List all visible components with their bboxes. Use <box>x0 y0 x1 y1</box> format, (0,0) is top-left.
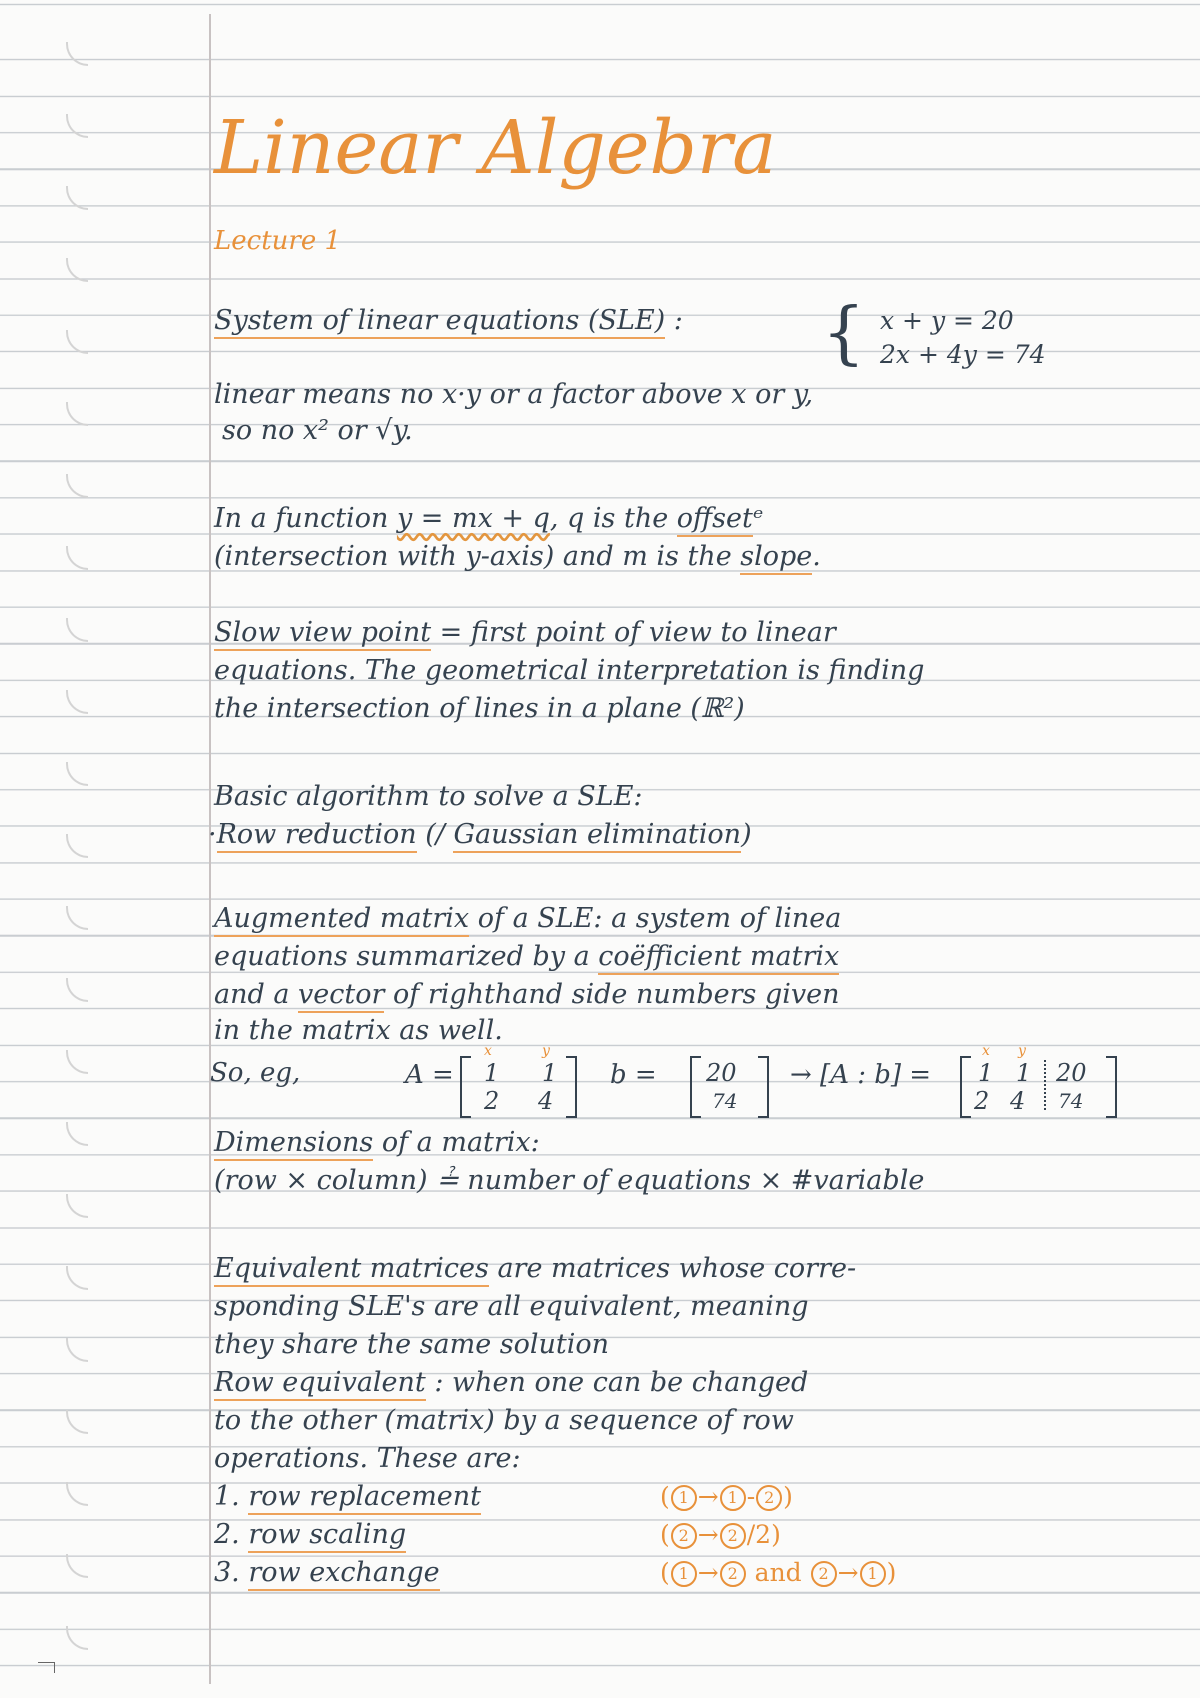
binder-hole <box>66 1482 88 1506</box>
vector-b: 20 74 <box>690 1056 770 1116</box>
operation-row-scaling: 2. row scaling <box>214 1518 406 1552</box>
augmented-matrix: 1 1 20 2 4 74 <box>960 1056 1118 1116</box>
operation-scaling-example: ( 2 → 2 /2) <box>660 1520 781 1549</box>
equation-1: x + y = 20 <box>880 306 1014 335</box>
x-annotation-augmented: x <box>982 1043 990 1059</box>
example-label: So, eg, <box>210 1058 301 1088</box>
slow-viewpoint-line-1: Slow view point = first point of view to linear <box>214 616 836 650</box>
equivalent-line-2: sponding SLE's are all equivalent, meaning <box>214 1291 809 1322</box>
binder-hole <box>66 978 88 1002</box>
binder-hole <box>66 474 88 498</box>
equation-2: 2x + 4y = 74 <box>880 340 1046 369</box>
augmented-line-3: and a vector of righthand side numbers given <box>214 978 840 1012</box>
row-equivalent-line-3: operations. These are: <box>214 1443 521 1474</box>
binder-hole <box>66 186 88 210</box>
binder-hole <box>66 1554 88 1578</box>
row-equivalent-line-1: Row equivalent : when one can be changed <box>214 1366 808 1400</box>
page-title: Linear Algebra <box>214 105 777 191</box>
binder-hole <box>66 42 88 66</box>
algorithm-item: ·Row reduction (/ Gaussian elimination) <box>208 818 752 852</box>
vector-b-label: b = <box>610 1060 657 1090</box>
function-line-2: (intersection with y-axis) and m is the slope. <box>214 540 821 574</box>
dimensions-heading: Dimensions of a matrix: <box>214 1126 540 1160</box>
equivalent-line-3: they share the same solution <box>214 1329 610 1360</box>
binder-hole <box>66 618 88 642</box>
binder-hole <box>66 1338 88 1362</box>
linear-definition-line-2: so no x² or √y. <box>222 415 413 446</box>
system-brace: { <box>822 294 866 373</box>
binder-hole <box>66 906 88 930</box>
binder-hole <box>66 1194 88 1218</box>
slow-viewpoint-line-3: the intersection of lines in a plane (ℝ²) <box>214 693 745 724</box>
matrix-a: 1 1 2 4 <box>460 1056 578 1116</box>
operation-row-exchange: 3. row exchange <box>214 1556 440 1590</box>
binder-hole <box>66 330 88 354</box>
binder-hole <box>66 834 88 858</box>
binder-hole <box>66 402 88 426</box>
binder-hole <box>66 1266 88 1290</box>
binder-hole <box>66 690 88 714</box>
y-annotation: y <box>542 1043 550 1059</box>
operation-exchange-example: ( 1 → 2 and 2 → 1 ) <box>660 1558 897 1587</box>
function-line-1: In a function y = mx + q, q is the offsetᵉ <box>214 502 763 536</box>
binder-hole <box>66 1122 88 1146</box>
binder-hole <box>66 114 88 138</box>
augmented-line-1: Augmented matrix of a SLE: a system of linea <box>214 902 841 936</box>
row-equivalent-line-2: to the other (matrix) by a sequence of row <box>214 1405 794 1436</box>
linear-definition-line-1: linear means no x·y or a factor above x or y, <box>214 379 814 410</box>
augmented-label: → [A : b] = <box>790 1060 932 1090</box>
slow-viewpoint-line-2: equations. The geometrical interpretation is finding <box>214 655 925 686</box>
augmented-line-4: in the matrix as well. <box>214 1015 503 1046</box>
y-annotation-augmented: y <box>1018 1043 1026 1059</box>
binder-hole <box>66 258 88 282</box>
x-annotation: x <box>484 1043 492 1059</box>
dimensions-definition: (row × column) ≟ number of equations × #variable <box>214 1165 925 1196</box>
binder-hole <box>66 1050 88 1074</box>
matrix-a-label: A = <box>405 1060 454 1090</box>
binder-hole <box>66 1626 88 1650</box>
lecture-label: Lecture 1 <box>214 226 342 256</box>
operation-replacement-example: ( 1 → 1 - 2 ) <box>660 1482 793 1511</box>
sle-heading: System of linear equations (SLE) : <box>214 304 683 338</box>
page-corner-mark <box>38 1662 55 1673</box>
operation-row-replacement: 1. row replacement <box>214 1480 481 1514</box>
binder-hole <box>66 1410 88 1434</box>
augmented-line-2: equations summarized by a coëfficient matrix <box>214 940 839 974</box>
algorithm-heading: Basic algorithm to solve a SLE: <box>214 781 643 812</box>
binder-hole <box>66 546 88 570</box>
equivalent-line-1: Equivalent matrices are matrices whose corre- <box>214 1252 856 1286</box>
binder-hole <box>66 762 88 786</box>
